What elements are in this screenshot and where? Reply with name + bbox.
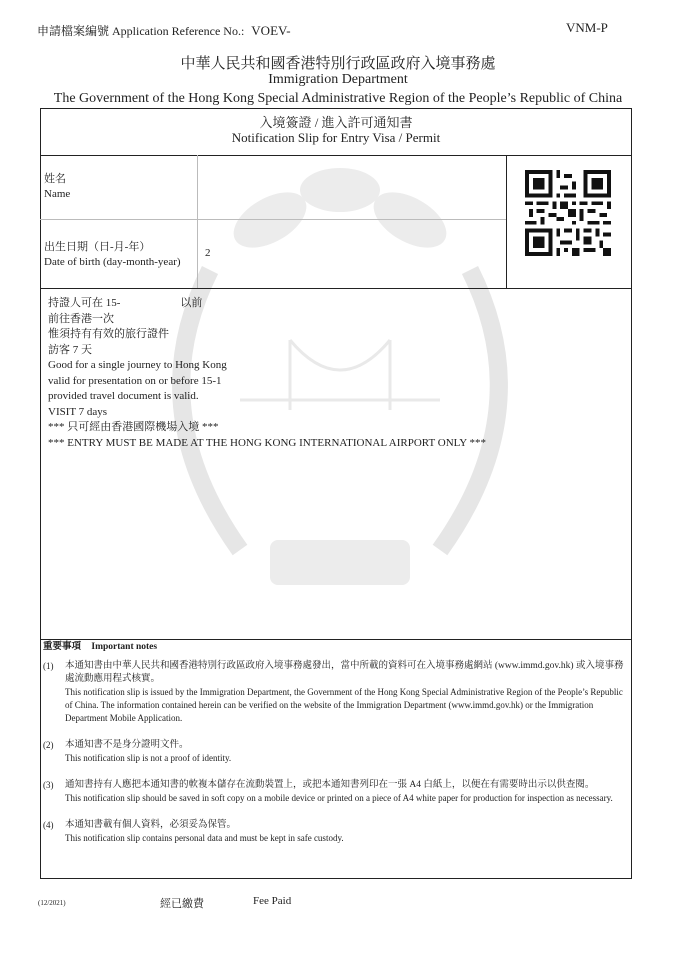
note-item: (2) 本通知書不是身分證明文件。 This notification slip is not a proof of identity. — [43, 739, 627, 765]
entry-line: Good for a single journey to Hong Kong — [48, 359, 227, 371]
dob-value: 2 — [205, 247, 211, 259]
entry-line: 持證人可在 15- 以前 — [48, 297, 203, 309]
entry-conditions — [48, 296, 486, 451]
dob-label-zh: 出生日期（日-月-年） — [44, 241, 151, 253]
important-notes — [43, 641, 627, 845]
form-number: (12/2021) — [38, 899, 66, 907]
label-divider — [197, 155, 198, 288]
reference-label: 申請檔案編號 Application Reference No.: — [37, 24, 245, 38]
entry-line: 前往香港一次 — [48, 312, 114, 325]
note-text-zh: 通知書持有人應把本通知書的軟複本儲存在流動裝置上，或把本通知書列印在一張 A4 白紙上，以便在有需要時出示以供查閱。 — [65, 780, 595, 790]
entry-line: *** ENTRY MUST BE MADE AT THE HONG KONG INTERNATIONAL AIRPORT ONLY *** — [48, 436, 487, 449]
note-item: (3) 通知書持有人應把本通知書的軟複本儲存在流動裝置上，或把本通知書列印在一張 A4 白紙上，以便在有需要時出示以供查閱。 This notification slip should be saved in soft copy on a mobile device or printed on a piece of A4 white paper for production for inspection as necessary. — [43, 779, 627, 805]
name-label-zh: 姓名 — [44, 173, 66, 185]
dob-label — [44, 240, 181, 270]
government-title-en: The Government of the Hong Kong Special Administrative Region of the People’s Republic of China — [53, 91, 623, 106]
name-label — [44, 172, 70, 202]
name-label-en: Name — [44, 188, 71, 200]
entry-line: VISIT 7 days — [48, 405, 108, 418]
note-text-zh: 本通知書載有個人資料，必須妥為保管。 — [65, 820, 237, 830]
entry-line: 惟須持有有效的旅行證件 — [48, 328, 169, 340]
slip-title-en: Notification Slip for Entry Visa / Permit — [231, 130, 441, 145]
note-text-en: This notification slip is not a proof of identity. — [65, 753, 232, 763]
fee-paid-en: Fee Paid — [253, 895, 292, 907]
fee-paid-zh: 經已繳費 — [160, 898, 204, 910]
dob-label-en: Date of birth (day-month-year) — [44, 256, 181, 268]
notes-divider — [40, 639, 632, 640]
note-text-zh: 本通知書不是身分證明文件。 — [65, 740, 189, 750]
visa-code: VNM-P — [566, 20, 608, 35]
note-text-zh: 本通知書由中華人民共和國香港特別行政區政府入境事務處發出，當中所載的資料可在入境事務處網站 (www.immd.gov.hk) 或入境事務處流動應用程式核實。 — [65, 661, 624, 684]
entry-line: *** 只可經由香港國際機場入境 *** — [48, 421, 219, 433]
entry-line: valid for presentation on or before 15-1 — [48, 374, 222, 387]
entry-line: provided travel document is valid. — [48, 390, 199, 402]
note-item: (1) 本通知書由中華人民共和國香港特別行政區政府入境事務處發出，當中所載的資料可在入境事務處網站 (www.immd.gov.hk) 或入境事務處流動應用程式核實。 This notification slip is issued by the Immigration Department, the Government of the Hong Kong Special Administrative Region of the People’s Republic of China. The information contained herein can be verified on the website of the Immigration Department (www.immd.gov.hk) or the Immigration Department Mobile Application. — [43, 660, 627, 725]
department-title-zh: 中華人民共和國香港特別行政區政府入境事務處 — [180, 56, 496, 72]
details-divider — [40, 288, 632, 289]
note-item: (4) 本通知書載有個人資料，必須妥為保管。 This notification slip contains personal data and must be kept in safe custody. — [43, 819, 627, 845]
note-text-en: This notification slip is issued by the Immigration Department, the Government of the Hong Kong Special Administrative Region of the People’s Republic of China. The information contained herein can be verified on the website of the Immigration Department (www.immd.gov.hk) or the Immigration Department Mobile Application. — [65, 687, 623, 723]
note-text-en: This notification slip contains personal data and must be kept in safe custody. — [65, 833, 344, 843]
notes-title: 重要事項 Important notes — [43, 642, 158, 652]
entry-line-suffix: 以前 — [180, 297, 203, 309]
entry-line: 訪客 7 天 — [48, 343, 92, 356]
qr-code[interactable] — [524, 170, 612, 256]
reference-value: VOEV- — [251, 23, 291, 38]
note-text-en: This notification slip should be saved in soft copy on a mobile device or printed on a piece of A4 white paper for production for inspection as necessary. — [65, 793, 613, 803]
application-reference — [37, 22, 291, 39]
row-divider — [40, 219, 506, 220]
qr-divider — [506, 155, 507, 288]
slip-title-zh: 入境簽證 / 進入許可通知書 — [259, 115, 413, 130]
department-title-en: Immigration Department — [268, 72, 408, 87]
